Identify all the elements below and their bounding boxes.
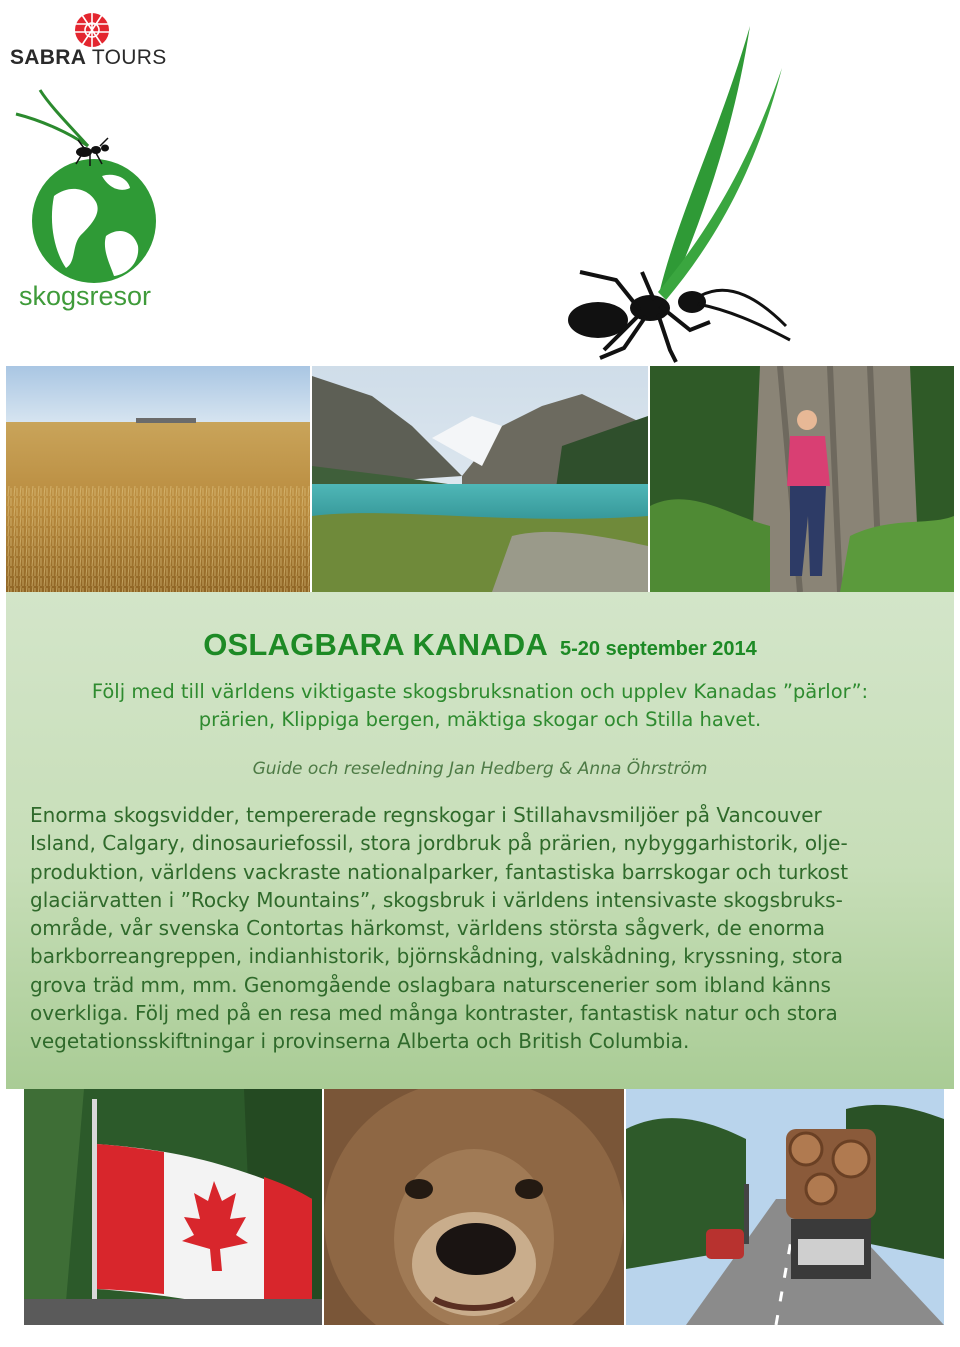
grizzly-bear-photo: [324, 1089, 624, 1325]
canadian-flag-photo: [24, 1089, 322, 1325]
tour-description: [30, 801, 935, 1056]
description-line: overkliga. Följ med på en resa med många kontraster, fantastisk natur och stora: [30, 1001, 838, 1026]
description-line: Enorma skogsvidder, tempererade regnskogar i Stillahavsmiljöer på Vancouver: [30, 803, 822, 827]
lake-louise-mountains-photo: [312, 366, 648, 592]
description-line: område, vår svenska Contortas härkomst, världens största sågverk, de enorma: [30, 916, 825, 941]
ant-with-leaf-icon: [520, 10, 800, 370]
logging-truck-highway-photo: [626, 1089, 944, 1325]
description-line: barkborreangreppen, indianhistorik, björnskådning, valskådning, kryssning, stora: [30, 944, 843, 969]
guide-line: Guide och reseledning Jan Hedberg & Anna Öhrström: [252, 759, 708, 779]
woman-giant-tree-photo: [650, 366, 954, 592]
subtitle-line: prärien, Klippiga bergen, mäktiga skogar och Stilla havet.: [198, 708, 762, 731]
title-row: [0, 627, 960, 663]
sabra-tours-logo: SABRA TOURS: [10, 46, 167, 69]
tour-title: OSLAGBARA KANADA: [203, 627, 548, 662]
tour-dates: 5-20 september 2014: [559, 638, 757, 660]
description-line: glaciärvatten i ”Rocky Mountains”, skogsbruk i världens intensivaste skogsbruks-: [30, 887, 843, 912]
tour-subtitle: [0, 678, 960, 734]
description-line: grova träd mm, mm. Genomgående oslagbara naturscenerier som ibland känns: [30, 972, 831, 997]
prairie-wheat-field-photo: [6, 366, 310, 592]
description-line: Island, Calgary, dinosauriefossil, stora jordbruk på prärien, nybyggarhistorik, olje-: [30, 831, 848, 856]
subtitle-line: Följ med till världens viktigaste skogsbruksnation och upplev Kanadas ”pärlor”:: [91, 680, 869, 703]
skogsresor-logo-text: skogsresor: [19, 281, 152, 311]
description-line: vegetationsskiftningar i provinserna Alberta och British Columbia.: [30, 1029, 690, 1054]
description-line: produktion, världens vackraste nationalparker, fantastiska barrskogar och turkost: [30, 859, 849, 884]
